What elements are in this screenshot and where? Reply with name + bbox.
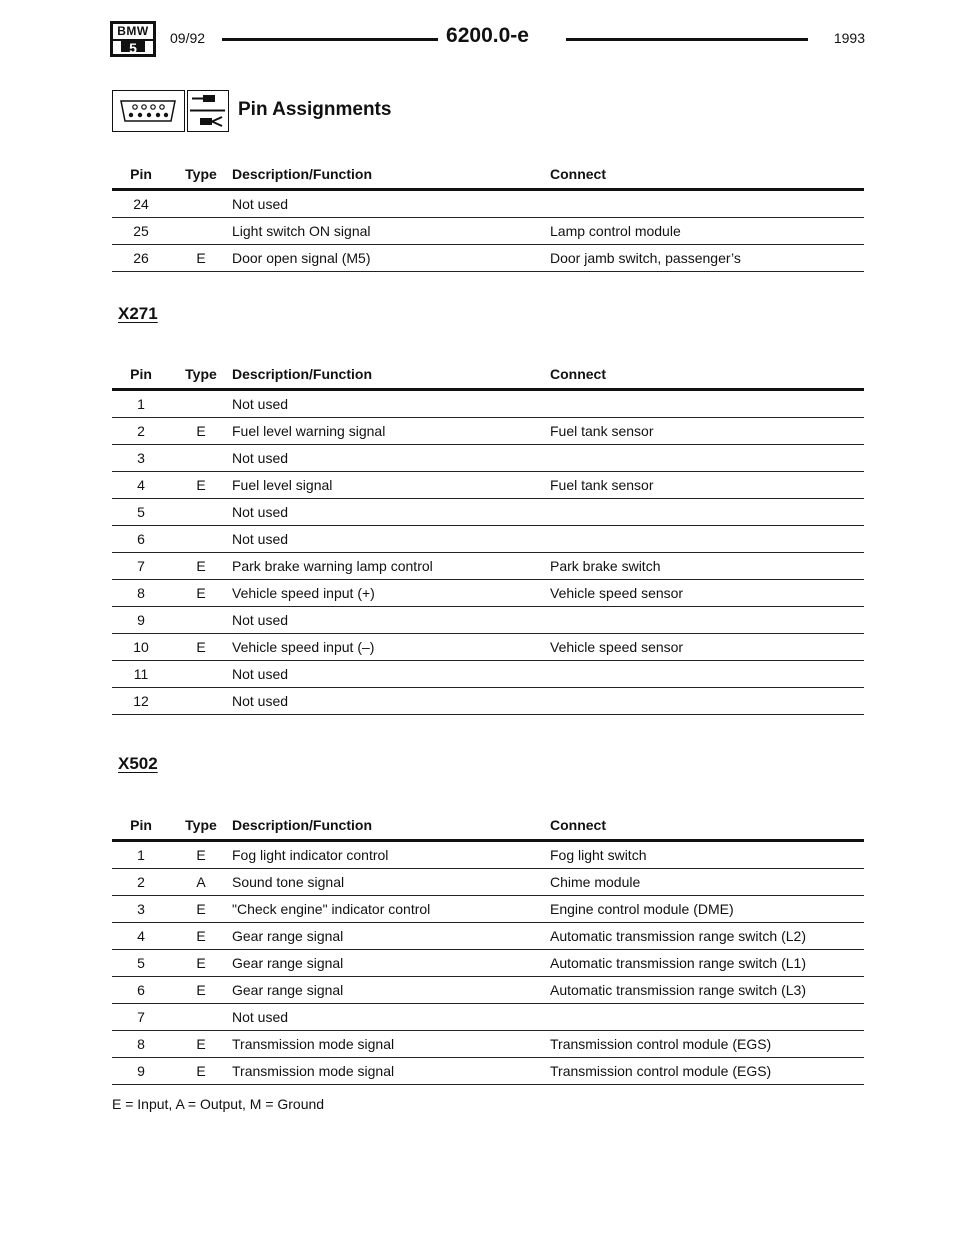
description-cell: Not used [232,607,550,634]
pin-cell: 9 [112,1058,170,1085]
pin-table-x502 [112,811,864,1085]
table-row [112,977,864,1004]
connect-cell [550,526,864,553]
type-cell [170,499,232,526]
table-row [112,499,864,526]
description-cell: Not used [232,1004,550,1031]
pin-cell: 2 [112,869,170,896]
col-pin-header: Pin [112,811,170,841]
connect-cell: Fuel tank sensor [550,418,864,445]
table-row [112,661,864,688]
connect-cell: Transmission control module (EGS) [550,1031,864,1058]
connect-cell: Fog light switch [550,841,864,869]
table-row [112,526,864,553]
type-cell: E [170,1031,232,1058]
description-cell: Not used [232,661,550,688]
pin-cell: 12 [112,688,170,715]
type-cell: E [170,418,232,445]
pin-cell: 1 [112,390,170,418]
logo-series: 5 [121,41,145,52]
table-row [112,607,864,634]
header-year: 1993 [833,30,865,46]
type-cell [170,661,232,688]
connect-cell [550,390,864,418]
type-cell: E [170,950,232,977]
table-row [112,580,864,607]
pin-table-x271 [112,360,864,715]
pin-table-continued [112,160,864,272]
connect-cell [550,688,864,715]
type-cell [170,1004,232,1031]
description-cell: Not used [232,526,550,553]
type-cell: E [170,1058,232,1085]
connect-cell: Automatic transmission range switch (L2) [550,923,864,950]
description-cell: Door open signal (M5) [232,245,550,272]
pin-cell: 24 [112,190,170,218]
description-cell: Fuel level signal [232,472,550,499]
type-cell [170,390,232,418]
logo-brand: BMW [113,24,153,41]
table-row [112,472,864,499]
connect-cell: Engine control module (DME) [550,896,864,923]
type-cell: E [170,841,232,869]
pin-cell: 5 [112,950,170,977]
col-connect-header: Connect [550,811,864,841]
pin-cell: 1 [112,841,170,869]
table-row [112,950,864,977]
type-cell [170,218,232,245]
col-pin-header: Pin [112,160,170,190]
description-cell: Sound tone signal [232,869,550,896]
type-cell: E [170,634,232,661]
type-cell: E [170,896,232,923]
col-type-header: Type [170,160,232,190]
table-row [112,688,864,715]
table-header-row [112,811,864,841]
description-cell: Not used [232,445,550,472]
description-cell: Vehicle speed input (+) [232,580,550,607]
type-cell: E [170,580,232,607]
table-row [112,190,864,218]
description-cell: Not used [232,190,550,218]
table-row [112,841,864,869]
table-header-row [112,160,864,190]
description-cell: Gear range signal [232,950,550,977]
connect-cell: Lamp control module [550,218,864,245]
table-row [112,634,864,661]
table-row [112,418,864,445]
description-cell: Vehicle speed input (–) [232,634,550,661]
section-label-x502: X502 [118,754,158,773]
type-cell [170,190,232,218]
pin-cell: 6 [112,526,170,553]
table-header-row [112,360,864,390]
col-desc-header: Description/Function [232,160,550,190]
type-cell: E [170,553,232,580]
page-header [110,18,865,58]
connect-cell: Transmission control module (EGS) [550,1058,864,1085]
col-connect-header: Connect [550,160,864,190]
description-cell: Fog light indicator control [232,841,550,869]
connect-cell: Automatic transmission range switch (L1) [550,950,864,977]
description-cell: "Check engine" indicator control [232,896,550,923]
pin-cell: 3 [112,896,170,923]
header-date: 09/92 [170,30,206,46]
description-cell: Not used [232,499,550,526]
connect-cell [550,499,864,526]
pin-cell: 5 [112,499,170,526]
pin-cell: 26 [112,245,170,272]
col-pin-header: Pin [112,360,170,390]
table-row [112,553,864,580]
type-cell [170,445,232,472]
type-cell [170,688,232,715]
table-row [112,1058,864,1085]
pin-cell: 11 [112,661,170,688]
table-row [112,390,864,418]
table-row [112,1004,864,1031]
description-cell: Gear range signal [232,923,550,950]
connect-cell: Fuel tank sensor [550,472,864,499]
document-code: 6200.0-e [438,24,537,47]
connect-cell: Vehicle speed sensor [550,634,864,661]
connect-cell [550,190,864,218]
description-cell: Transmission mode signal [232,1031,550,1058]
table-row [112,445,864,472]
header-rule-right [566,38,808,41]
pin-cell: 8 [112,580,170,607]
type-cell: A [170,869,232,896]
description-cell: Not used [232,390,550,418]
pin-cell: 2 [112,418,170,445]
pin-cell: 4 [112,923,170,950]
connect-cell: Door jamb switch, passenger’s [550,245,864,272]
pin-cell: 3 [112,445,170,472]
type-cell: E [170,245,232,272]
pin-cell: 10 [112,634,170,661]
description-cell: Park brake warning lamp control [232,553,550,580]
table-row [112,896,864,923]
legend-footnote: E = Input, A = Output, M = Ground [112,1096,325,1112]
section-label-x271: X271 [118,304,158,323]
description-cell: Gear range signal [232,977,550,1004]
description-cell: Light switch ON signal [232,218,550,245]
pin-cell: 9 [112,607,170,634]
connect-cell: Chime module [550,869,864,896]
description-cell: Fuel level warning signal [232,418,550,445]
col-desc-header: Description/Function [232,360,550,390]
bmw-5-series-logo [110,21,156,57]
pin-cell: 6 [112,977,170,1004]
type-cell: E [170,977,232,1004]
col-type-header: Type [170,360,232,390]
table-row [112,218,864,245]
connect-cell [550,661,864,688]
pin-io-icon [187,90,229,132]
type-cell: E [170,923,232,950]
header-rule-left [222,38,454,41]
col-connect-header: Connect [550,360,864,390]
connect-cell [550,607,864,634]
col-desc-header: Description/Function [232,811,550,841]
connect-cell: Automatic transmission range switch (L3) [550,977,864,1004]
pin-cell: 7 [112,553,170,580]
description-cell: Transmission mode signal [232,1058,550,1085]
connector-icon [112,90,185,132]
table-row [112,869,864,896]
description-cell: Not used [232,688,550,715]
type-cell [170,607,232,634]
type-cell [170,526,232,553]
table-row [112,245,864,272]
title-block [112,90,512,132]
connect-cell: Park brake switch [550,553,864,580]
table-row [112,923,864,950]
table-row [112,1031,864,1058]
pin-cell: 4 [112,472,170,499]
connect-cell [550,1004,864,1031]
pin-cell: 25 [112,218,170,245]
type-cell: E [170,472,232,499]
connect-cell [550,445,864,472]
page-title: Pin Assignments [238,99,392,120]
connect-cell: Vehicle speed sensor [550,580,864,607]
pin-cell: 7 [112,1004,170,1031]
pin-cell: 8 [112,1031,170,1058]
col-type-header: Type [170,811,232,841]
